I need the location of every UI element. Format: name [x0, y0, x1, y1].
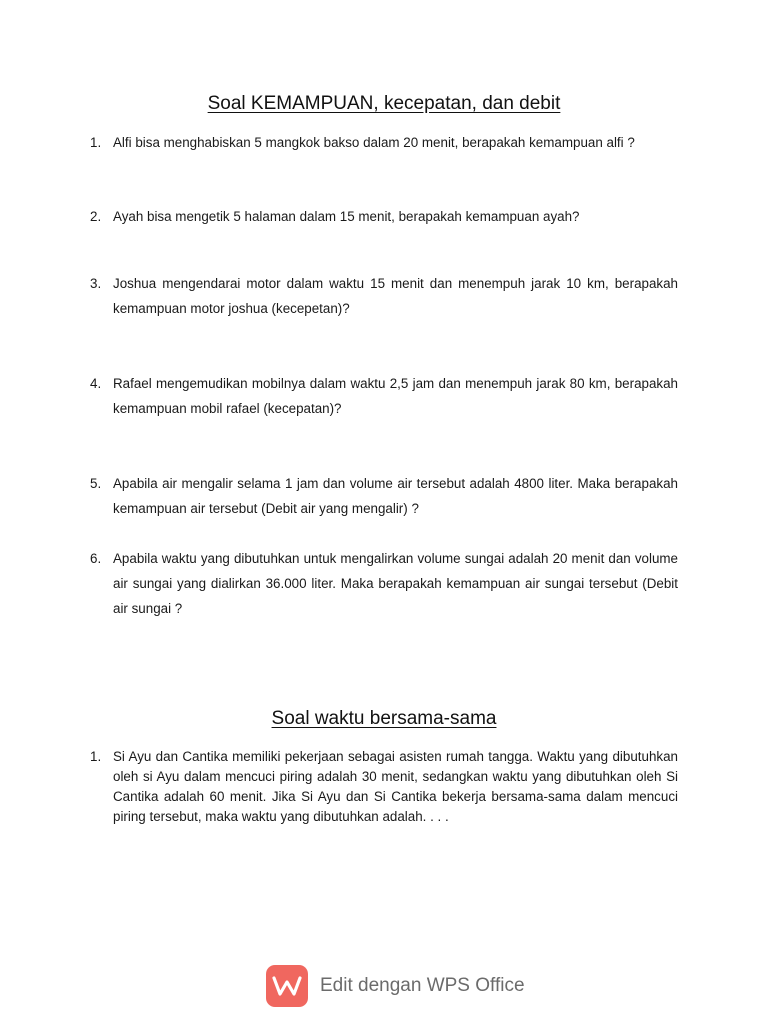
question-number: 1. [90, 749, 102, 764]
question-text: Rafael mengemudikan mobilnya dalam waktu 2,5 jam dan menempuh jarak 80 km, berapakah kemampuan mobil rafael (kecepatan)? [113, 376, 678, 416]
question-number: 6. [90, 551, 102, 566]
question-text: Ayah bisa mengetik 5 halaman dalam 15 menit, berapakah kemampuan ayah? [113, 209, 580, 224]
question-text: Alfi bisa menghabiskan 5 mangkok bakso dalam 20 menit, berapakah kemampuan alfi ? [113, 135, 635, 150]
question-1 [90, 130, 678, 155]
wps-office-logo-icon [266, 965, 308, 1007]
question-4 [90, 371, 678, 421]
question-5 [90, 471, 678, 521]
question-number: 1. [90, 135, 102, 150]
wps-footer[interactable] [266, 965, 525, 1007]
section2-title: Soal waktu bersama-sama [271, 708, 497, 729]
question-6 [90, 546, 678, 621]
section2-question-1 [90, 747, 678, 827]
edit-with-wps-link[interactable]: Edit dengan WPS Office [320, 975, 525, 996]
question-3 [90, 271, 678, 321]
question-text: Si Ayu dan Cantika memiliki pekerjaan sebagai asisten rumah tangga. Waktu yang dibutuhkan oleh si Ayu dalam mencuci piring adalah 30 menit, sedangkan waktu yang dibutuhkan oleh Si Cantika adalah 60 menit. Jika Si Ayu dan Si Cantika bekerja bersama-sama dalam mencuci piring tersebut, maka waktu yang dibutuhkan adalah. . . . [113, 749, 678, 824]
question-text: Joshua mengendarai motor dalam waktu 15 menit dan menempuh jarak 10 km, berapakah kemampuan motor joshua (kecepetan)? [113, 276, 678, 316]
question-number: 5. [90, 476, 102, 491]
question-text: Apabila waktu yang dibutuhkan untuk mengalirkan volume sungai adalah 20 menit dan volume air sungai yang dialirkan 36.000 liter. Maka berapakah kemampuan air sungai tersebut (Debit air sungai ? [113, 551, 678, 616]
question-number: 4. [90, 376, 102, 391]
question-number: 3. [90, 276, 102, 291]
section1-title: Soal KEMAMPUAN, kecepatan, dan debit [207, 93, 561, 114]
question-number: 2. [90, 209, 102, 224]
question-2 [90, 204, 678, 229]
question-text: Apabila air mengalir selama 1 jam dan volume air tersebut adalah 4800 liter. Maka berapakah kemampuan air tersebut (Debit air yang mengalir) ? [113, 476, 678, 516]
